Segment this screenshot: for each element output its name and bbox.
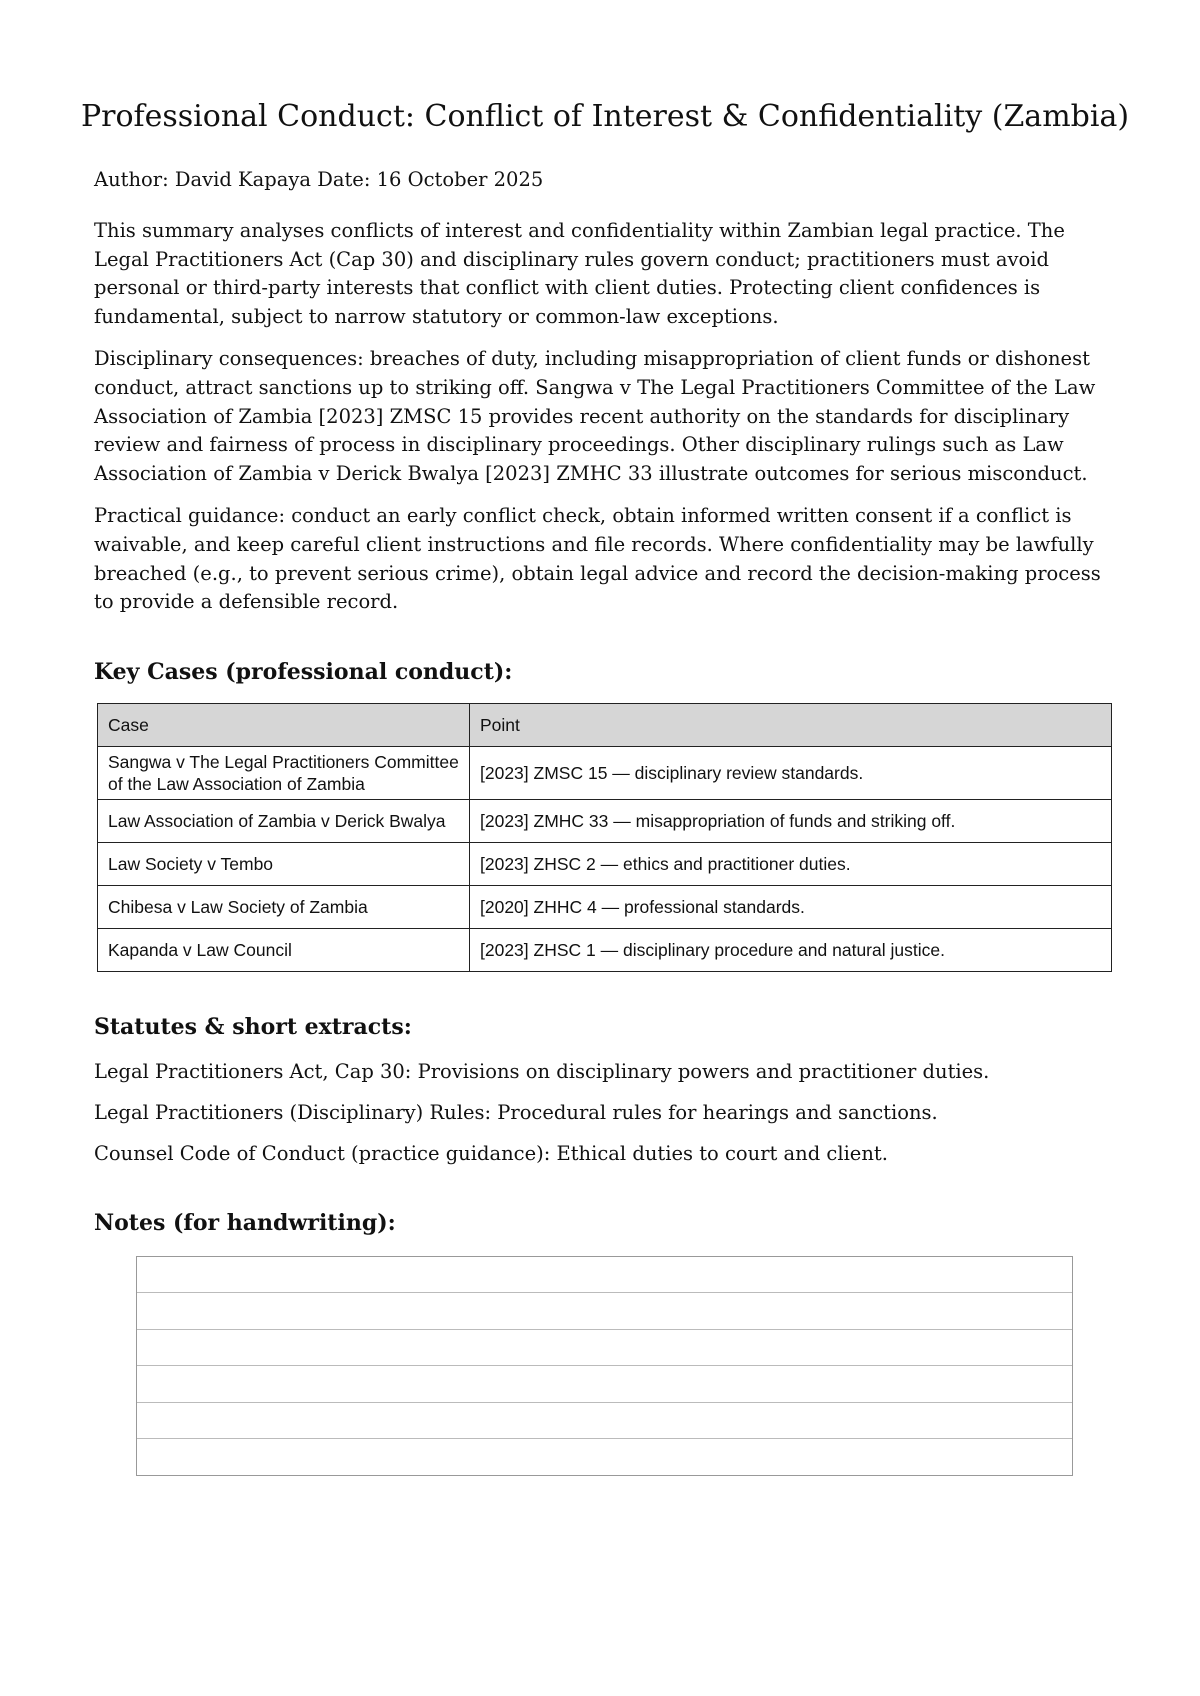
table-row xyxy=(98,928,1112,971)
disciplinary-paragraph: Disciplinary consequences: breaches of duty, including misappropriation of client funds or dishonest conduct, attract sanctions up to striking off. Sangwa v The Legal Practitioners Committee of the Law Association of Zambia [2023] ZMSC 15 provides recent authority on the standards for disciplinary review and fairness of process in disciplinary proceedings. Other disciplinary rulings such as Law Association of Zambia v Derick Bwalya [2023] ZMHC 33 illustrate outcomes for serious misconduct. xyxy=(94,347,1096,485)
point-cell: [2023] ZHSC 2 — ethics and practitioner duties. xyxy=(470,842,1112,885)
notes-box[interactable] xyxy=(136,1256,1073,1476)
notes-heading: Notes (for handwriting): xyxy=(94,1209,396,1236)
cases-heading: Key Cases (professional conduct): xyxy=(94,658,513,685)
table-row xyxy=(98,842,1112,885)
point-cell: [2023] ZHSC 1 — disciplinary procedure and natural justice. xyxy=(470,928,1112,971)
document-title: Professional Conduct: Conflict of Interest & Confidentiality (Zambia) xyxy=(80,99,1130,134)
case-cell: Sangwa v The Legal Practitioners Committee of the Law Association of Zambia xyxy=(98,746,470,799)
case-cell: Law Society v Tembo xyxy=(98,842,470,885)
statute-item: Legal Practitioners Act, Cap 30: Provisions on disciplinary powers and practitioner duties. xyxy=(94,1059,990,1083)
notes-line[interactable] xyxy=(137,1293,1072,1330)
case-cell: Kapanda v Law Council xyxy=(98,928,470,971)
notes-line[interactable] xyxy=(137,1403,1072,1440)
notes-line[interactable] xyxy=(137,1257,1072,1294)
notes-line[interactable] xyxy=(137,1330,1072,1367)
point-cell: [2023] ZMHC 33 — misappropriation of funds and striking off. xyxy=(470,799,1112,842)
cases-table xyxy=(97,703,1112,972)
notes-line[interactable] xyxy=(137,1366,1072,1403)
header-point: Point xyxy=(470,703,1112,746)
header-case: Case xyxy=(98,703,470,746)
table-row xyxy=(98,885,1112,928)
statutes-heading: Statutes & short extracts: xyxy=(94,1013,412,1040)
author-line: Author: David Kapaya Date: 16 October 2025 xyxy=(94,168,544,191)
table-row xyxy=(98,799,1112,842)
statute-item: Counsel Code of Conduct (practice guidance): Ethical duties to court and client. xyxy=(94,1141,888,1165)
table-row xyxy=(98,746,1112,799)
guidance-paragraph: Practical guidance: conduct an early conflict check, obtain informed written consent if a conflict is waivable, and keep careful client instructions and file records. Where confidentiality may be lawfully breached (e.g., to prevent serious crime), obtain legal advice and record the decision-making process to provide a defensible record. xyxy=(94,504,1101,614)
point-cell: [2020] ZHHC 4 — professional standards. xyxy=(470,885,1112,928)
notes-line[interactable] xyxy=(137,1439,1072,1475)
intro-paragraph: This summary analyses conflicts of interest and confidentiality within Zambian legal practice. The Legal Practitioners Act (Cap 30) and disciplinary rules govern conduct; practitioners must avoid personal or third-party interests that conflict with client duties. Protecting client confidences is fundamental, subject to narrow statutory or common-law exceptions. xyxy=(94,219,1065,328)
statute-item: Legal Practitioners (Disciplinary) Rules: Procedural rules for hearings and sanctions. xyxy=(94,1100,938,1124)
case-cell: Law Association of Zambia v Derick Bwalya xyxy=(98,799,470,842)
point-cell: [2023] ZMSC 15 — disciplinary review standards. xyxy=(470,746,1112,799)
table-header-row xyxy=(98,703,1112,746)
case-cell: Chibesa v Law Society of Zambia xyxy=(98,885,470,928)
